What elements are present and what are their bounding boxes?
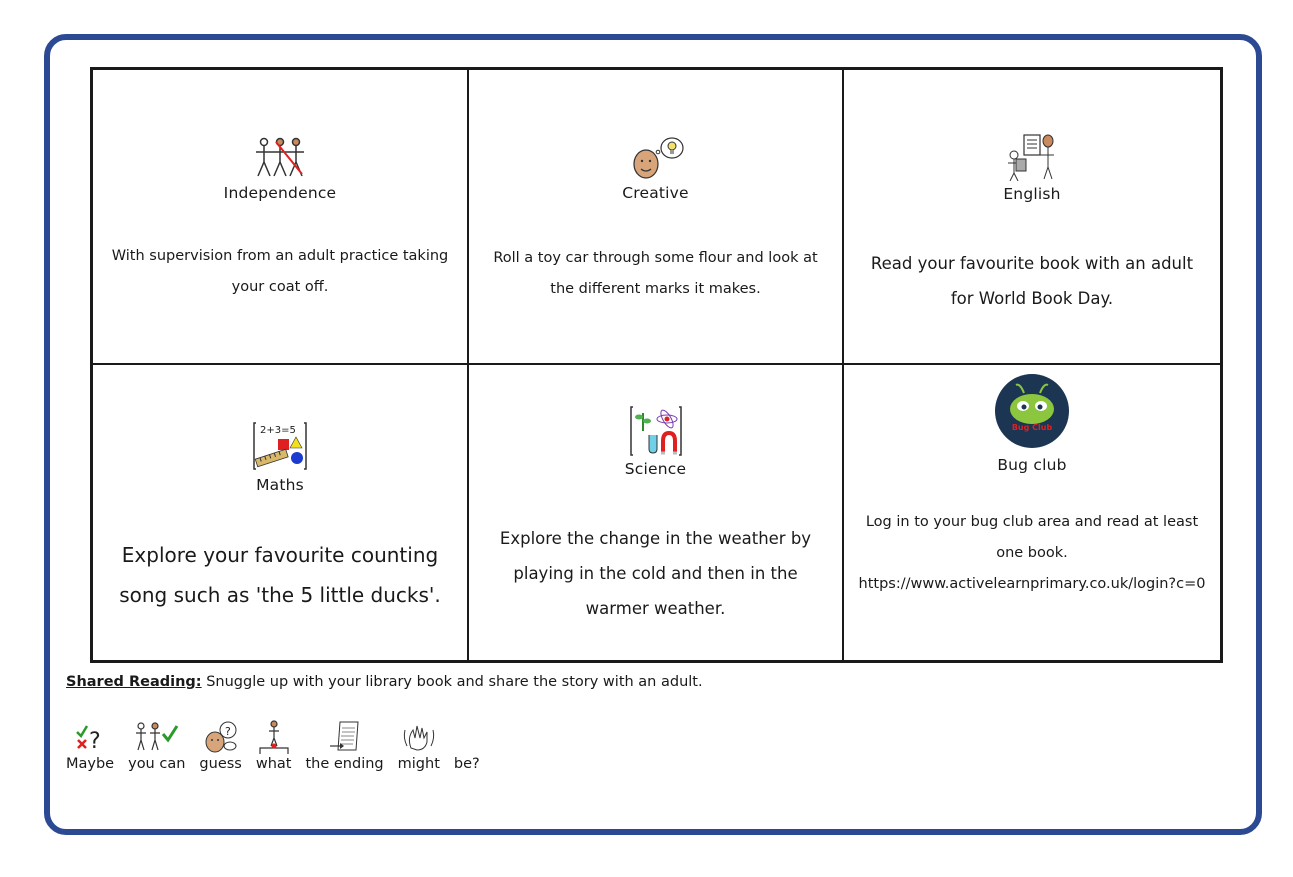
bug-club-link[interactable]: https://www.activelearnprimary.co.uk/login?c=0 bbox=[858, 576, 1206, 592]
people-icon bbox=[252, 136, 308, 180]
svg-text:2+3=5: 2+3=5 bbox=[260, 425, 296, 436]
cell-title: Bug club bbox=[997, 456, 1067, 474]
activity-cell-independence bbox=[93, 70, 469, 365]
activity-cell-bug-club bbox=[844, 365, 1220, 660]
reading-icon bbox=[1006, 133, 1058, 181]
shared-reading bbox=[66, 674, 703, 690]
cell-description: Explore your favourite counting song such as 'the 5 little ducks'. bbox=[119, 543, 441, 607]
activity-cell-science bbox=[469, 365, 844, 660]
science-icon bbox=[629, 405, 683, 457]
svg-text:?: ? bbox=[89, 729, 101, 754]
symbol-label: be? bbox=[453, 756, 480, 772]
cell-description: Roll a toy car through some flour and look at the different marks it makes. bbox=[493, 250, 818, 297]
you-can-icon bbox=[135, 720, 179, 754]
ending-icon bbox=[328, 720, 362, 754]
maybe-icon bbox=[73, 720, 107, 754]
cell-title: Science bbox=[624, 460, 687, 478]
cell-description: Log in to your bug club area and read at least one book. bbox=[865, 514, 1199, 561]
svg-text:?: ? bbox=[224, 725, 231, 738]
symbol-label: what bbox=[255, 756, 292, 772]
symbol-word bbox=[256, 720, 292, 772]
cell-description: Read your favourite book with an adult for World Book Day. bbox=[870, 254, 1194, 308]
maths-icon bbox=[252, 421, 308, 471]
symbol-label: might bbox=[397, 756, 440, 772]
symbol-word bbox=[128, 720, 185, 772]
activity-cell-creative bbox=[469, 70, 844, 365]
symbol-label: guess bbox=[199, 756, 242, 772]
activity-cell-maths bbox=[93, 365, 469, 660]
cell-title: Creative bbox=[622, 184, 689, 202]
cell-title: English bbox=[1003, 185, 1061, 203]
cell-title: Maths bbox=[256, 476, 304, 494]
cell-description: Explore the change in the weather by playing in the cold and then in the warmer weather. bbox=[499, 529, 812, 618]
activity-cell-english bbox=[844, 70, 1220, 365]
symbol-label: the ending bbox=[305, 756, 384, 772]
symbol-label: Maybe bbox=[66, 756, 115, 772]
cell-title: Independence bbox=[223, 184, 337, 202]
might-icon bbox=[401, 720, 437, 754]
guess-icon bbox=[204, 720, 238, 754]
symbol-word bbox=[398, 720, 440, 772]
be-icon bbox=[457, 720, 477, 754]
shared-reading-label: Shared Reading: bbox=[66, 674, 202, 690]
activity-grid bbox=[90, 67, 1223, 663]
idea-face-icon bbox=[628, 136, 684, 182]
bug-club-logo-text: Bug Club bbox=[1011, 423, 1053, 432]
symbol-word bbox=[66, 720, 114, 772]
cell-description: With supervision from an adult practice taking your coat off. bbox=[111, 248, 449, 295]
symbol-sentence bbox=[66, 720, 494, 772]
symbol-label: you can bbox=[128, 756, 186, 772]
what-icon bbox=[257, 720, 291, 754]
symbol-word bbox=[305, 720, 383, 772]
symbol-word bbox=[454, 720, 480, 772]
symbol-word bbox=[199, 720, 241, 772]
shared-reading-text: Snuggle up with your library book and share the story with an adult. bbox=[201, 674, 703, 690]
bug-club-logo bbox=[994, 373, 1070, 449]
